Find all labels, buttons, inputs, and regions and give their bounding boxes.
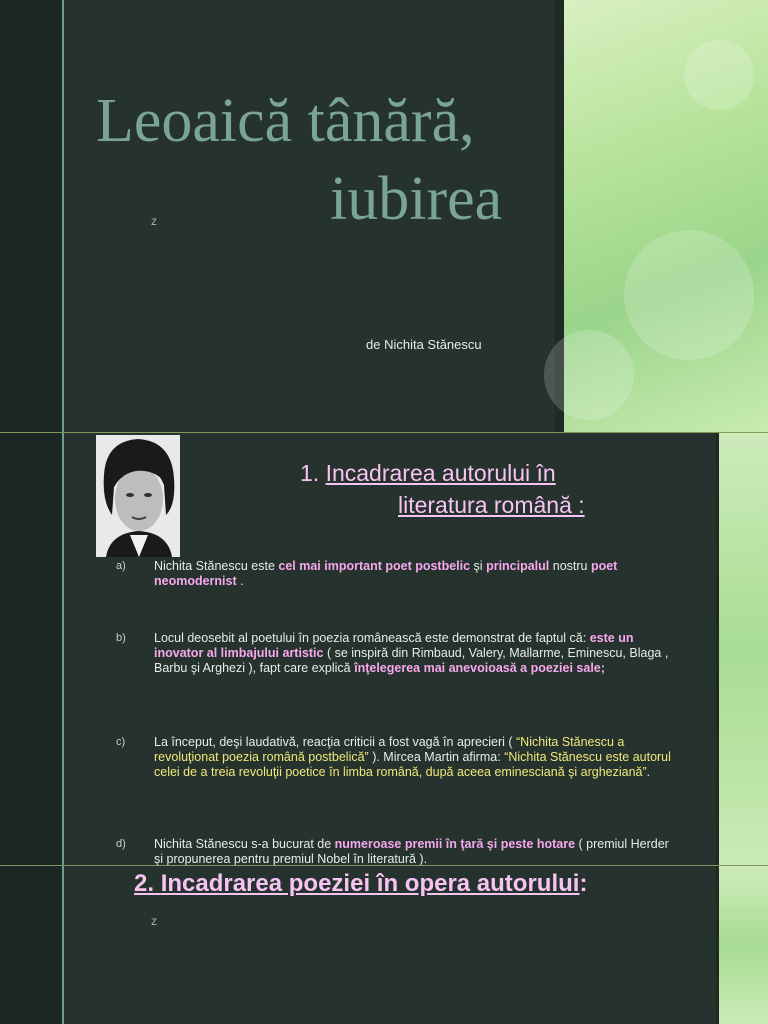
item-quote: “Nichita Stănescu a revoluţionat poezia română postbelică” (154, 735, 625, 764)
green-decor-strip (716, 866, 768, 1024)
item-highlight: numeroase premii în ţară şi peste hotare (334, 837, 576, 851)
item-text: La început, deşi laudativă, reacţia criticii a fost vagă în aprecieri ( (154, 735, 516, 749)
heading-colon: : (579, 870, 588, 897)
left-line (62, 0, 64, 432)
item-label: c) (116, 736, 126, 748)
list-item (116, 631, 676, 676)
item-text: ). Mircea Martin afirma: (368, 750, 505, 764)
left-line (62, 433, 64, 865)
list-item (116, 735, 676, 780)
left-bar (0, 433, 62, 865)
page-title (96, 82, 556, 238)
title-line-2: iubirea (330, 165, 503, 233)
section-heading-2 (134, 870, 587, 898)
list-item (116, 559, 676, 589)
slide-author (0, 433, 768, 865)
slide-title (0, 0, 768, 432)
slide-poem (0, 866, 768, 1024)
green-decor-strip (716, 433, 768, 865)
item-text: Locul deosebit al poetului în poezia românească este demonstrat de faptul că: (154, 631, 590, 645)
section-heading-1 (300, 457, 700, 521)
left-line (62, 866, 64, 1024)
item-text: şi (470, 559, 487, 573)
heading-line-1: Incadrarea autorului în (325, 460, 556, 486)
item-highlight: înţelegerea mai anevoioasă a poeziei sale; (354, 661, 605, 675)
item-label: b) (116, 632, 126, 644)
heading-number: 1. (300, 460, 326, 486)
item-text: ( premiul Herder şi propunerea pentru premiul Nobel în literatură ). (154, 837, 669, 865)
author-portrait (96, 435, 180, 557)
heading-text: Incadrarea poeziei în opera autorului (160, 870, 580, 897)
item-text: . (236, 574, 244, 588)
left-bar (0, 0, 62, 432)
heading-number: 2. (134, 870, 161, 897)
item-text: ( se inspiră din Rimbaud, Valery, Mallarme, Eminescu, Blaga , Barbu şi Arghezi ), fapt care explică (154, 646, 669, 675)
item-text: . (646, 765, 651, 779)
item-highlight: cel mai important poet postbelic (278, 559, 471, 573)
bullet-marker: z (151, 914, 157, 928)
heading-line-2: literatura română : (398, 492, 585, 518)
item-highlight: principalul (486, 559, 550, 573)
item-text: Nichita Stănescu s-a bucurat de (154, 837, 335, 851)
item-highlight: poet neomodernist (154, 559, 618, 588)
list-item (116, 837, 676, 865)
item-quote: “Nichita Stănescu este autorul celei de a treia revoluţii poetice în limba română, după aceea eminesciană şi argheziană” (154, 750, 671, 779)
item-text: nostru (549, 559, 591, 573)
item-text: Nichita Stănescu este (154, 559, 279, 573)
green-decor-panel (564, 0, 768, 432)
bullet-marker: z (151, 214, 157, 228)
left-bar (0, 866, 62, 1024)
item-highlight: este un inovator al limbajului artistic (154, 631, 634, 660)
item-label: d) (116, 838, 126, 850)
item-label: a) (116, 560, 126, 572)
title-line-1: Leoaică tânără, (96, 87, 475, 155)
byline: de Nichita Stănescu (366, 337, 482, 352)
